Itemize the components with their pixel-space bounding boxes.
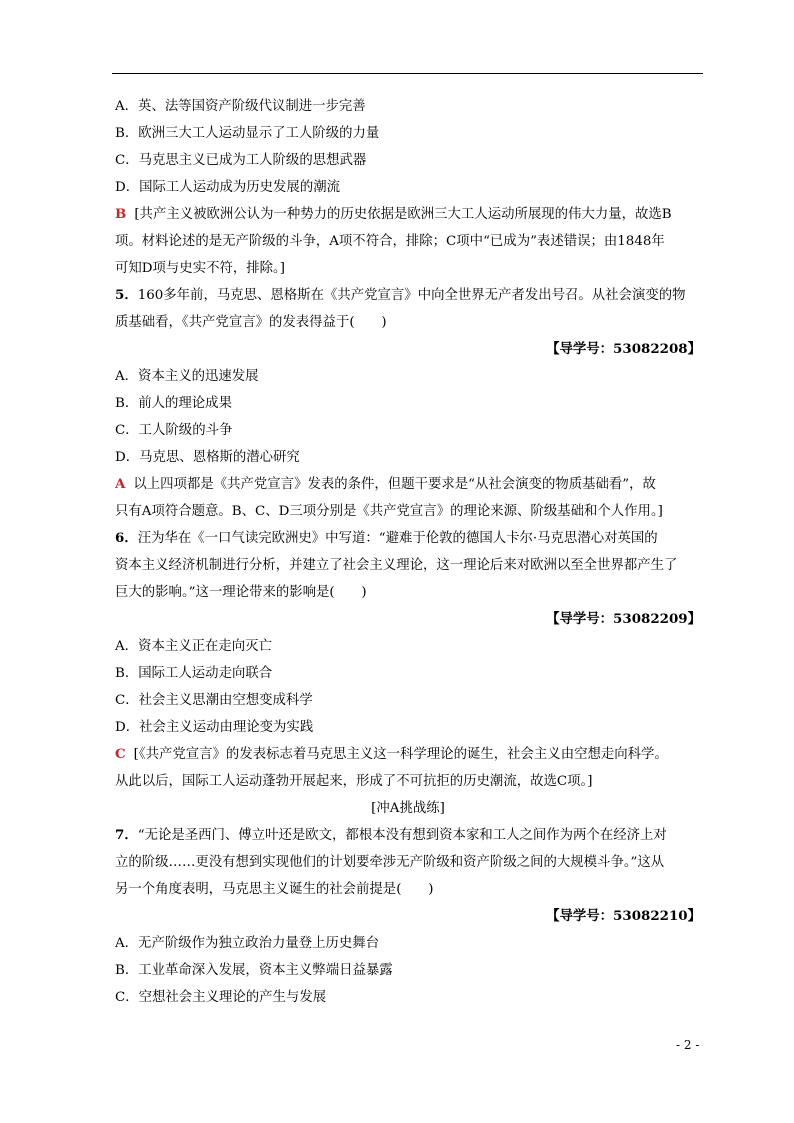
text-line: [115, 255, 701, 282]
question-number: 5．: [115, 287, 138, 303]
question-number: 7．: [115, 827, 138, 843]
text-line: [115, 552, 701, 579]
text-line: [115, 849, 701, 876]
header-rule: [112, 73, 703, 74]
text-line: [115, 498, 701, 525]
line-text: D．国际工人运动成为历史发展的潮流: [115, 180, 340, 195]
line-text: C．工人阶级的斗争: [115, 423, 233, 438]
text-line: [115, 444, 701, 471]
guide-number: 【导学号：53082210】: [546, 908, 701, 924]
line-text: 另一个角度表明，马克思主义诞生的社会前提是( ): [115, 882, 434, 897]
line-text: 汪为华在《一口气读完欧洲史》中写道：“避难于伦敦的德国人卡尔·马克思潜心对英国的: [137, 531, 658, 546]
line-text: A．无产阶级作为独立政治力量登上历史舞台: [115, 936, 380, 951]
line-text: 以上四项都是《共产党宣言》发表的条件，但题干要求是“从社会演变的物质基础看”，故: [133, 477, 656, 492]
line-text: A．英、法等国资产阶级代议制进一步完善: [115, 99, 366, 114]
text-line: [115, 930, 701, 957]
text-line: [115, 579, 701, 606]
text-line: [115, 363, 701, 390]
text-line: [115, 876, 701, 903]
text-line: [115, 147, 701, 174]
text-line: [115, 768, 701, 795]
text-line: [115, 417, 701, 444]
text-line: [115, 687, 701, 714]
line-text: 质基础看，《共产党宣言》的发表得益于( ): [115, 315, 387, 330]
answer-letter: B: [115, 206, 127, 222]
answer-explanation: [115, 471, 701, 498]
question-stem: [115, 822, 701, 849]
text-line: [115, 984, 701, 1011]
question-stem: [115, 525, 701, 552]
line-text: 巨大的影响。”这一理论带来的影响是( ): [115, 585, 367, 600]
text-line: [115, 228, 701, 255]
answer-explanation: [115, 201, 701, 228]
text-line: [115, 93, 701, 120]
line-text: B．前人的理论成果: [115, 396, 232, 411]
line-text: B．国际工人运动走向联合: [115, 666, 273, 681]
question-number: 6．: [115, 530, 138, 546]
text-line: [115, 309, 701, 336]
line-text: B．欧洲三大工人运动显示了工人阶级的力量: [115, 126, 380, 141]
section-heading: [冲A挑战练]: [371, 801, 445, 816]
text-line: [115, 174, 701, 201]
text-line: [115, 120, 701, 147]
guide-number: 【导学号：53082209】: [546, 611, 701, 627]
text-line: [115, 633, 701, 660]
line-text: C．空想社会主义理论的产生与发展: [115, 990, 327, 1005]
line-text: C．社会主义思潮由空想变成科学: [115, 693, 313, 708]
line-text: 160多年前，马克思、恩格斯在《共产党宣言》中向全世界无产者发出号召。从社会演变的物: [137, 288, 686, 303]
line-text: D．马克思、恩格斯的潜心研究: [115, 450, 300, 465]
page-number: - 2 -: [676, 1038, 700, 1052]
line-text: 资本主义经济机制进行分析，并建立了社会主义理论，这一理论后来对欧洲以至全世界都产生了: [115, 558, 678, 573]
guide-number: 【导学号：53082208】: [546, 341, 701, 357]
line-text: C．马克思主义已成为工人阶级的思想武器: [115, 153, 367, 168]
document-body: [115, 93, 701, 1011]
answer-letter: C: [115, 746, 126, 762]
line-text: 从此以后，国际工人运动蓬勃开展起来，形成了不可抗拒的历史潮流，故选C项。]: [115, 774, 593, 789]
line-text: D．社会主义运动由理论变为实践: [115, 720, 314, 735]
text-line: [115, 390, 701, 417]
line-text: 项。材料论述的是无产阶级的斗争，A项不符合，排除；C项中“已成为”表述错误；由1848年: [115, 234, 665, 249]
line-text: A．资本主义正在走向灭亡: [115, 639, 272, 654]
line-text: 只有A项符合题意。B、C、D三项分别是《共产党宣言》的理论来源、阶级基础和个人作用。]: [115, 504, 663, 519]
answer-explanation: [115, 741, 701, 768]
line-text: B．工业革命深入发展，资本主义弊端日益暴露: [115, 963, 393, 978]
line-text: [《共产党宣言》的发表标志着马克思主义这一科学理论的诞生，社会主义由空想走向科学。: [133, 747, 668, 762]
line-text: [共产主义被欧洲公认为一种势力的历史依据是欧洲三大工人运动所展现的伟大力量，故选B: [134, 207, 672, 222]
answer-letter: A: [115, 476, 126, 492]
text-line: [115, 714, 701, 741]
text-line: [115, 660, 701, 687]
text-line: [115, 957, 701, 984]
question-stem: [115, 282, 701, 309]
line-text: 可知D项与史实不符，排除。]: [115, 261, 285, 276]
line-text: A．资本主义的迅速发展: [115, 369, 259, 384]
line-text: 立的阶级……更没有想到实现他们的计划要牵涉无产阶级和资产阶级之间的大规模斗争。”这从: [115, 855, 665, 870]
line-text: “无论是圣西门、傅立叶还是欧文，都根本没有想到资本家和工人之间作为两个在经济上对: [137, 828, 667, 843]
